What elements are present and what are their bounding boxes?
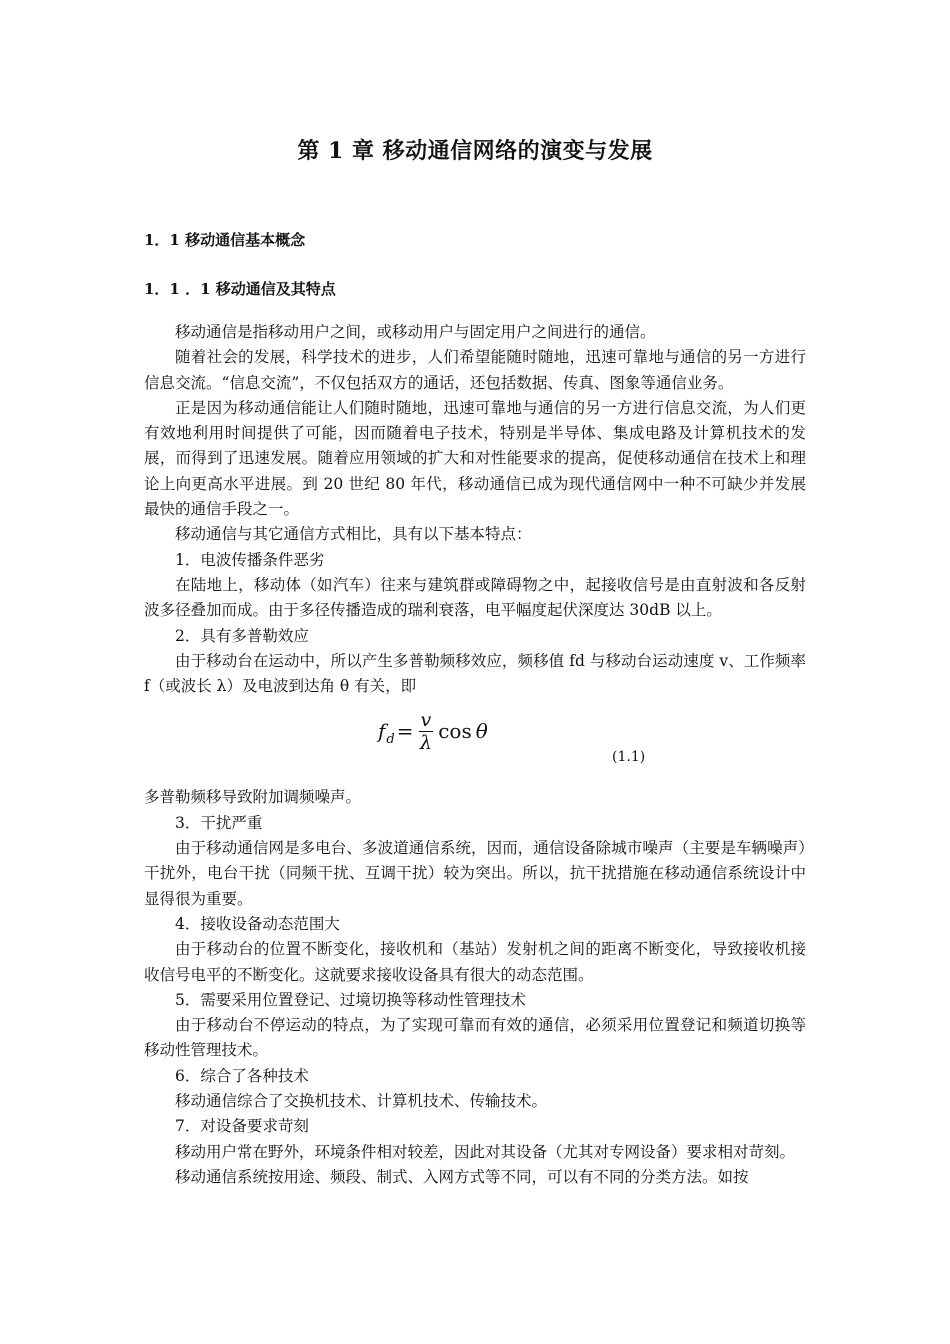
paragraph: 1．电波传播条件恶劣 bbox=[175, 550, 325, 569]
paragraph: 移动用户常在野外，环境条件相对较差，因此对其设备（尤其对专网设备）要求相对苛刻。 bbox=[175, 1142, 796, 1161]
formula-lhs-subscript: d bbox=[386, 732, 395, 748]
chapter-title: 第 1 章 移动通信网络的演变与发展 bbox=[297, 138, 653, 164]
paragraph: 2．具有多普勒效应 bbox=[175, 626, 309, 645]
paragraph: 5．需要采用位置登记、过境切换等移动性管理技术 bbox=[175, 990, 526, 1009]
paragraphs-after-formula bbox=[144, 785, 806, 1190]
paragraph: 正是因为移动通信能让人们随时随地，迅速可靠地与通信的另一方进行信息交流，为人们更有效地利用时间提供了可能，因而随着电子技术，特别是半导体、集成电路及计算机技术的发展，而得到了迅速发展。随着应用领域的扩大和对性能要求的提高，促使移动通信在技术上和理论上向更高水平进展。到 20 世纪 80 年代，移动通信已成为现代通信网中一种不可缺少并发展最快的通信手段之一。 bbox=[144, 398, 806, 519]
formula-function: cos bbox=[438, 719, 472, 744]
paragraph: 移动通信是指移动用户之间，或移动用户与固定用户之间进行的通信。 bbox=[175, 323, 656, 341]
paragraph: 6．综合了各种技术 bbox=[175, 1066, 309, 1085]
paragraph: 由于移动台的位置不断变化，接收机和（基站）发射机之间的距离不断变化，导致接收机接收信号电平的不断变化。这就要求接收设备具有很大的动态范围。 bbox=[144, 940, 806, 984]
paragraph: 由于移动台在运动中，所以产生多普勒频移效应，频移值 fd 与移动台运动速度 v、工作频率 f（或波长 λ）及电波到达角 θ 有关，即 bbox=[144, 651, 806, 696]
paragraphs-before-formula bbox=[144, 320, 806, 699]
paragraph: 随着社会的发展，科学技术的进步，人们希望能随时随地，迅速可靠地与通信的另一方进行信息交流。“信息交流”，不仅包括双方的通话，还包括数据、传真、图象等通信业务。 bbox=[144, 348, 806, 392]
paragraph: 3．干扰严重 bbox=[175, 813, 263, 832]
formula-fraction bbox=[419, 709, 434, 754]
formula-number: (1.1) bbox=[612, 749, 646, 766]
paragraph: 7．对设备要求苛刻 bbox=[175, 1117, 309, 1136]
paragraph: 移动通信综合了交换机技术、计算机技术、传输技术。 bbox=[175, 1092, 548, 1111]
formula-block bbox=[144, 703, 806, 783]
formula-argument: θ bbox=[475, 719, 488, 744]
paragraph: 在陆地上，移动体（如汽车）往来与建筑群或障碍物之中，起接收信号是由直射波和各反射波多径叠加而成。由于多径传播造成的瑞利衰落，电平幅度起伏深度达 30dB 以上。 bbox=[144, 575, 806, 620]
body-text bbox=[144, 320, 806, 1190]
section-heading-1-1-1: 1．1 ．1 移动通信及其特点 bbox=[144, 280, 336, 298]
paragraph: 移动通信系统按用途、频段、制式、入网方式等不同，可以有不同的分类方法。如按 bbox=[175, 1167, 749, 1186]
section-heading-1-1: 1．1 移动通信基本概念 bbox=[144, 231, 306, 249]
paragraph: 由于移动通信网是多电台、多波道通信系统，因而，通信设备除城市噪声（主要是车辆噪声）干扰外，电台干扰（同频干扰、互调干扰）较为突出。所以，抗干扰措施在移动通信系统设计中显得很为重要。 bbox=[144, 839, 806, 908]
paragraph: 4．接收设备动态范围大 bbox=[175, 914, 340, 933]
formula-denominator: λ bbox=[419, 732, 432, 755]
formula-lhs: f bbox=[378, 719, 386, 744]
formula-equals: = bbox=[396, 719, 414, 744]
paragraph: 移动通信与其它通信方式相比，具有以下基本特点： bbox=[175, 525, 532, 544]
paragraph: 由于移动台不停运动的特点，为了实现可靠而有效的通信，必须采用位置登记和频道切换等移动性管理技术。 bbox=[144, 1016, 806, 1060]
paragraph: 多普勒频移导致附加调频噪声。 bbox=[144, 788, 362, 807]
doppler-formula bbox=[378, 709, 488, 754]
formula-numerator: v bbox=[420, 709, 432, 732]
